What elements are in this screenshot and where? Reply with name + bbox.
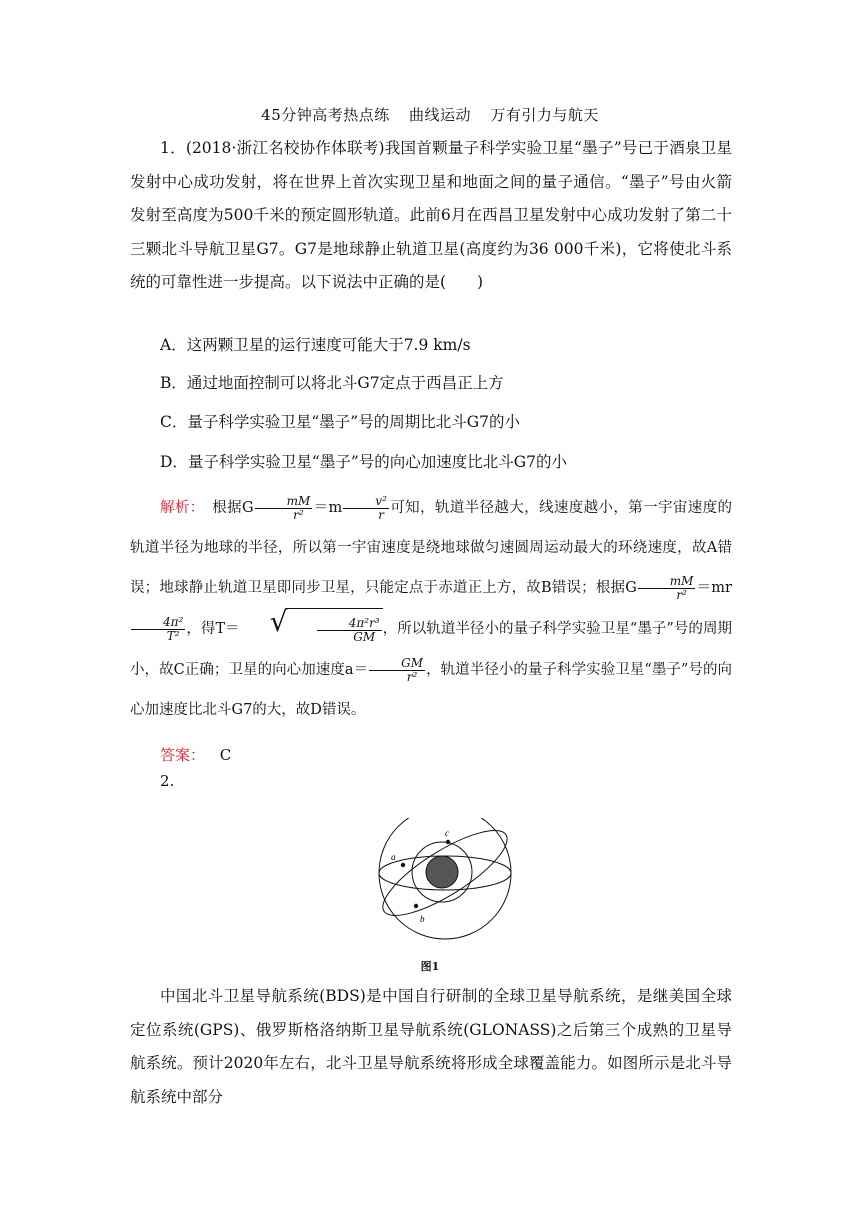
fraction: $\frac{mM}{\text{r²}}$: [255, 495, 313, 521]
fraction: $\frac{\text{4π²}}{\text{T²}}$: [131, 616, 185, 642]
label-b: b: [420, 914, 425, 924]
title-prefix: 45分钟高考热点练: [261, 106, 390, 124]
solution-text: 解析： 根据G $\frac{mM}{\text{r²}}$ ＝m $\frac{\text{v²}}{r}$ 可知，轨道半径越大，线速度越小，第一宇宙速度的轨道半径为地球的半径，所以第一宇宙速度是绕地球做匀速圆周运动最大的环绕速度，故A错误；地球静止轨道卫星即同步卫星，只能定点于赤道正上方，故B错误；根据G $\frac{mM}{\text{r²}}$ ＝mr $\frac{\text{4π²}}{\text{T²}}$ ，得T＝ √ $\frac{\text{4π²r³}}{GM}$ ，所以轨道半径小的量子科学实验卫星“墨子”号的周期小，故C正确；卫星的向心加速度a＝ $\frac{GM}{\text{r²}}$ ，轨道半径小的量子科学实验卫星“墨子”号的向心加速度比北斗G7的大，故D错误。: [130, 493, 733, 718]
question-2-number: 2.: [160, 772, 175, 790]
solution-label: 解析：: [160, 500, 198, 516]
title-part2: 万有引力与航天: [490, 106, 599, 124]
satellite-orbit-diagram: [370, 818, 520, 978]
fraction: $\frac{GM}{\text{r²}}$: [369, 657, 425, 683]
fraction: $\frac{\text{v²}}{r}$: [343, 495, 389, 521]
title-part1: 曲线运动: [409, 106, 472, 124]
option-d: D．量子科学实验卫星“墨子”号的向心加速度比北斗G7的小: [160, 453, 568, 471]
answer-value: C: [219, 746, 232, 764]
option-a: A．这两颗卫星的运行速度可能大于7.9 km/s: [160, 336, 471, 354]
satellite-a: [401, 863, 405, 867]
fraction: $\frac{mM}{\text{r²}}$: [638, 575, 696, 601]
satellite-b: [414, 904, 418, 908]
option-b: B．通过地面控制可以将北斗G7定点于西昌正上方: [160, 374, 504, 392]
figure-caption: 图1: [420, 960, 440, 973]
answer-label: 答案：: [160, 746, 206, 764]
page-title: [0, 104, 860, 125]
square-root: √ $\frac{\text{4π²r³}}{GM}$: [240, 608, 383, 650]
question-1-text: 1．(2018·浙江名校协作体联考)我国首颗量子科学实验卫星“墨子”号已于酒泉卫星发射中心成功发射，将在世界上首次实现卫星和地面之间的量子通信。“墨子”号由火箭发射至高度为500千米的预定圆形轨道。此前6月在西昌卫星发射中心成功发射了第二十三颗北斗导航卫星G7。G7是地球静止轨道卫星(高度约为36 000千米)，它将使北斗系统的可靠性进一步提高。以下说法中正确的是( ): [130, 139, 732, 291]
label-a: a: [391, 852, 396, 862]
label-c: c: [445, 828, 449, 838]
option-c: C．量子科学实验卫星“墨子”号的周期比北斗G7的小: [160, 413, 520, 431]
satellite-c: [446, 840, 450, 844]
answer: [160, 744, 231, 765]
earth: [426, 856, 458, 888]
question-2-text: 中国北斗卫星导航系统(BDS)是中国自行研制的全球卫星导航系统，是继美国全球定位系统(GPS)、俄罗斯格洛纳斯卫星导航系统(GLONASS)之后第三个成熟的卫星导航系统。预计2020年左右，北斗卫星导航系统将形成全球覆盖能力。如图所示是北斗导航系统中部分: [130, 987, 732, 1106]
